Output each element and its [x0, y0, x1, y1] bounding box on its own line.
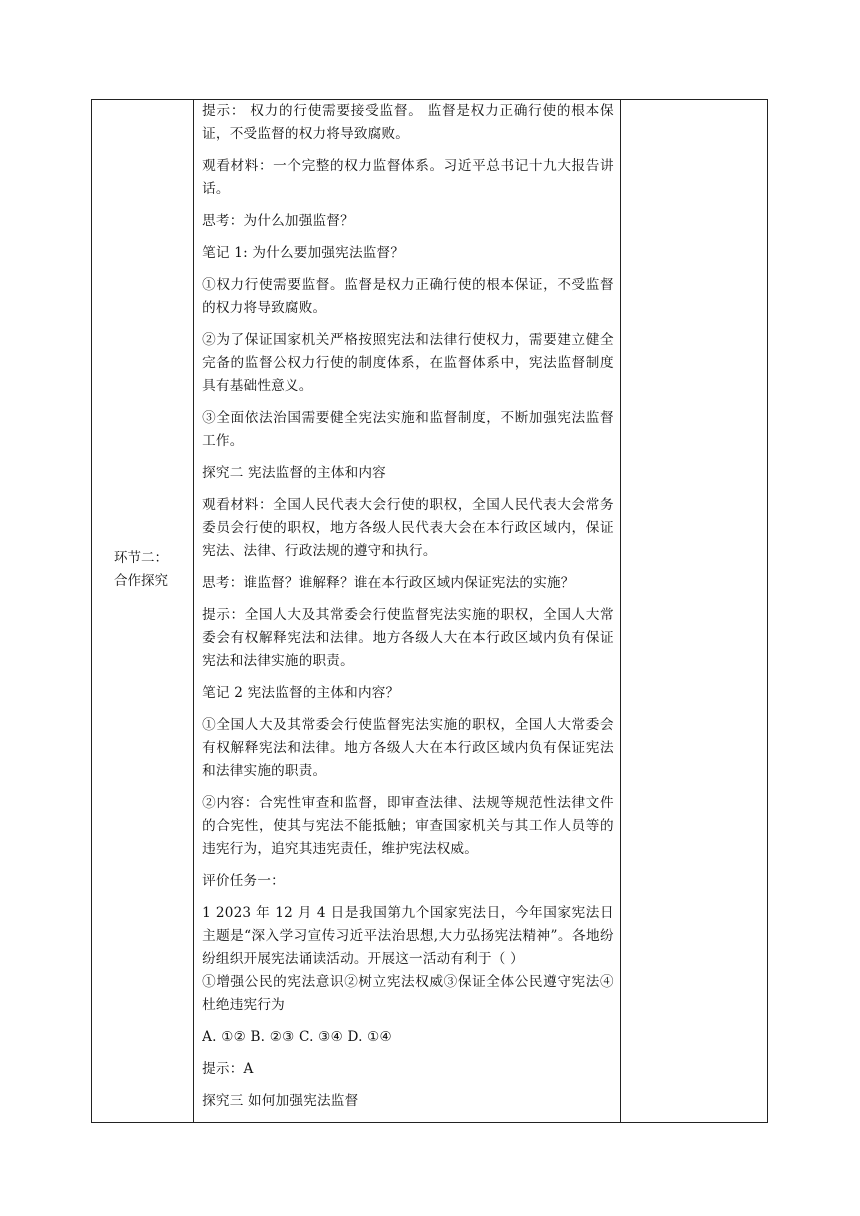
stage-line-2: 合作探究	[114, 573, 168, 589]
hint-paragraph: 提示： 权力的行使需要接受监督。 监督是权力正确行使的根本保证，不受监督的权力将导致腐败。	[202, 103, 614, 142]
note-1-point-2: ②为了保证国家机关严格按照宪法和法律行使权力，需要建立健全完备的监督公权力行使的制度体系，在监督体系中，宪法监督制度具有基础性意义。	[202, 332, 614, 394]
activity-cell	[194, 100, 621, 1123]
lesson-row	[92, 100, 768, 1123]
stage-line-1: 环节二：	[114, 550, 168, 566]
note-1-point-1: ①权力行使需要监督。监督是权力正确行使的根本保证，不受监督的权力将导致腐败。	[202, 277, 614, 316]
note-heading-2: 笔记 2 宪法监督的主体和内容？	[202, 685, 400, 701]
answer-options: A. ①② B. ②③ C. ③④ D. ①④	[202, 1029, 392, 1045]
stage-cell	[92, 100, 194, 1123]
stage-label	[92, 547, 193, 593]
section-heading-2: 探究二 宪法监督的主体和内容	[202, 465, 386, 481]
material-paragraph: 观看材料：一个完整的权力监督体系。习近平总书记十九大报告讲话。	[202, 158, 614, 197]
hint-paragraph-2: 提示：全国人大及其常委会行使监督宪法实施的职权，全国人大常委会有权解释宪法和法律。地方各级人大在本行政区域内负有保证宪法和法律实施的职责。	[202, 607, 614, 669]
section-heading-3: 探究三 如何加强宪法监督	[202, 1093, 359, 1109]
question-statements: ①增强公民的宪法意识②树立宪法权威③保证全体公民遵守宪法④杜绝违宪行为	[202, 974, 614, 1013]
lesson-table	[91, 99, 768, 1123]
question-stem: 1 2023 年 12 月 4 日是我国第九个国家宪法日，今年国家宪法日主题是“深入学习宣传习近平法治思想,大力弘扬宪法精神”。各地纷纷组织开展宪法诵读活动。开展这一活动有利于（ ）	[202, 905, 614, 967]
note-1-point-3: ③全面依法治国需要健全宪法实施和监督制度，不断加强宪法监督工作。	[202, 410, 614, 449]
question-paragraph: 思考：为什么加强监督？	[202, 213, 354, 229]
question-paragraph-2: 思考：谁监督？谁解释？谁在本行政区域内保证宪法的实施？	[202, 575, 575, 591]
note-2-point-2: ②内容：合宪性审查和监督，即审查法律、法规等规范性法律文件的合宪性，使其与宪法不能抵触；审查国家机关与其工作人员等的违宪行为，追究其违宪责任，维护宪法权威。	[202, 795, 614, 857]
material-paragraph-2: 观看材料：全国人民代表大会行使的职权，全国人民代表大会常务委员会行使的职权，地方各级人民代表大会在本行政区域内，保证宪法、法律、行政法规的遵守和执行。	[202, 497, 614, 559]
note-heading-1: 笔记 1: 为什么要加强宪法监督？	[202, 245, 405, 261]
assessment-heading: 评价任务一：	[202, 873, 285, 889]
notes-cell	[620, 100, 767, 1123]
answer-hint: 提示：A	[202, 1061, 254, 1077]
note-2-point-1: ①全国人大及其常委会行使监督宪法实施的职权，全国人大常委会有权解释宪法和法律。地方各级人大在本行政区域内负有保证宪法和法律实施的职责。	[202, 717, 614, 779]
